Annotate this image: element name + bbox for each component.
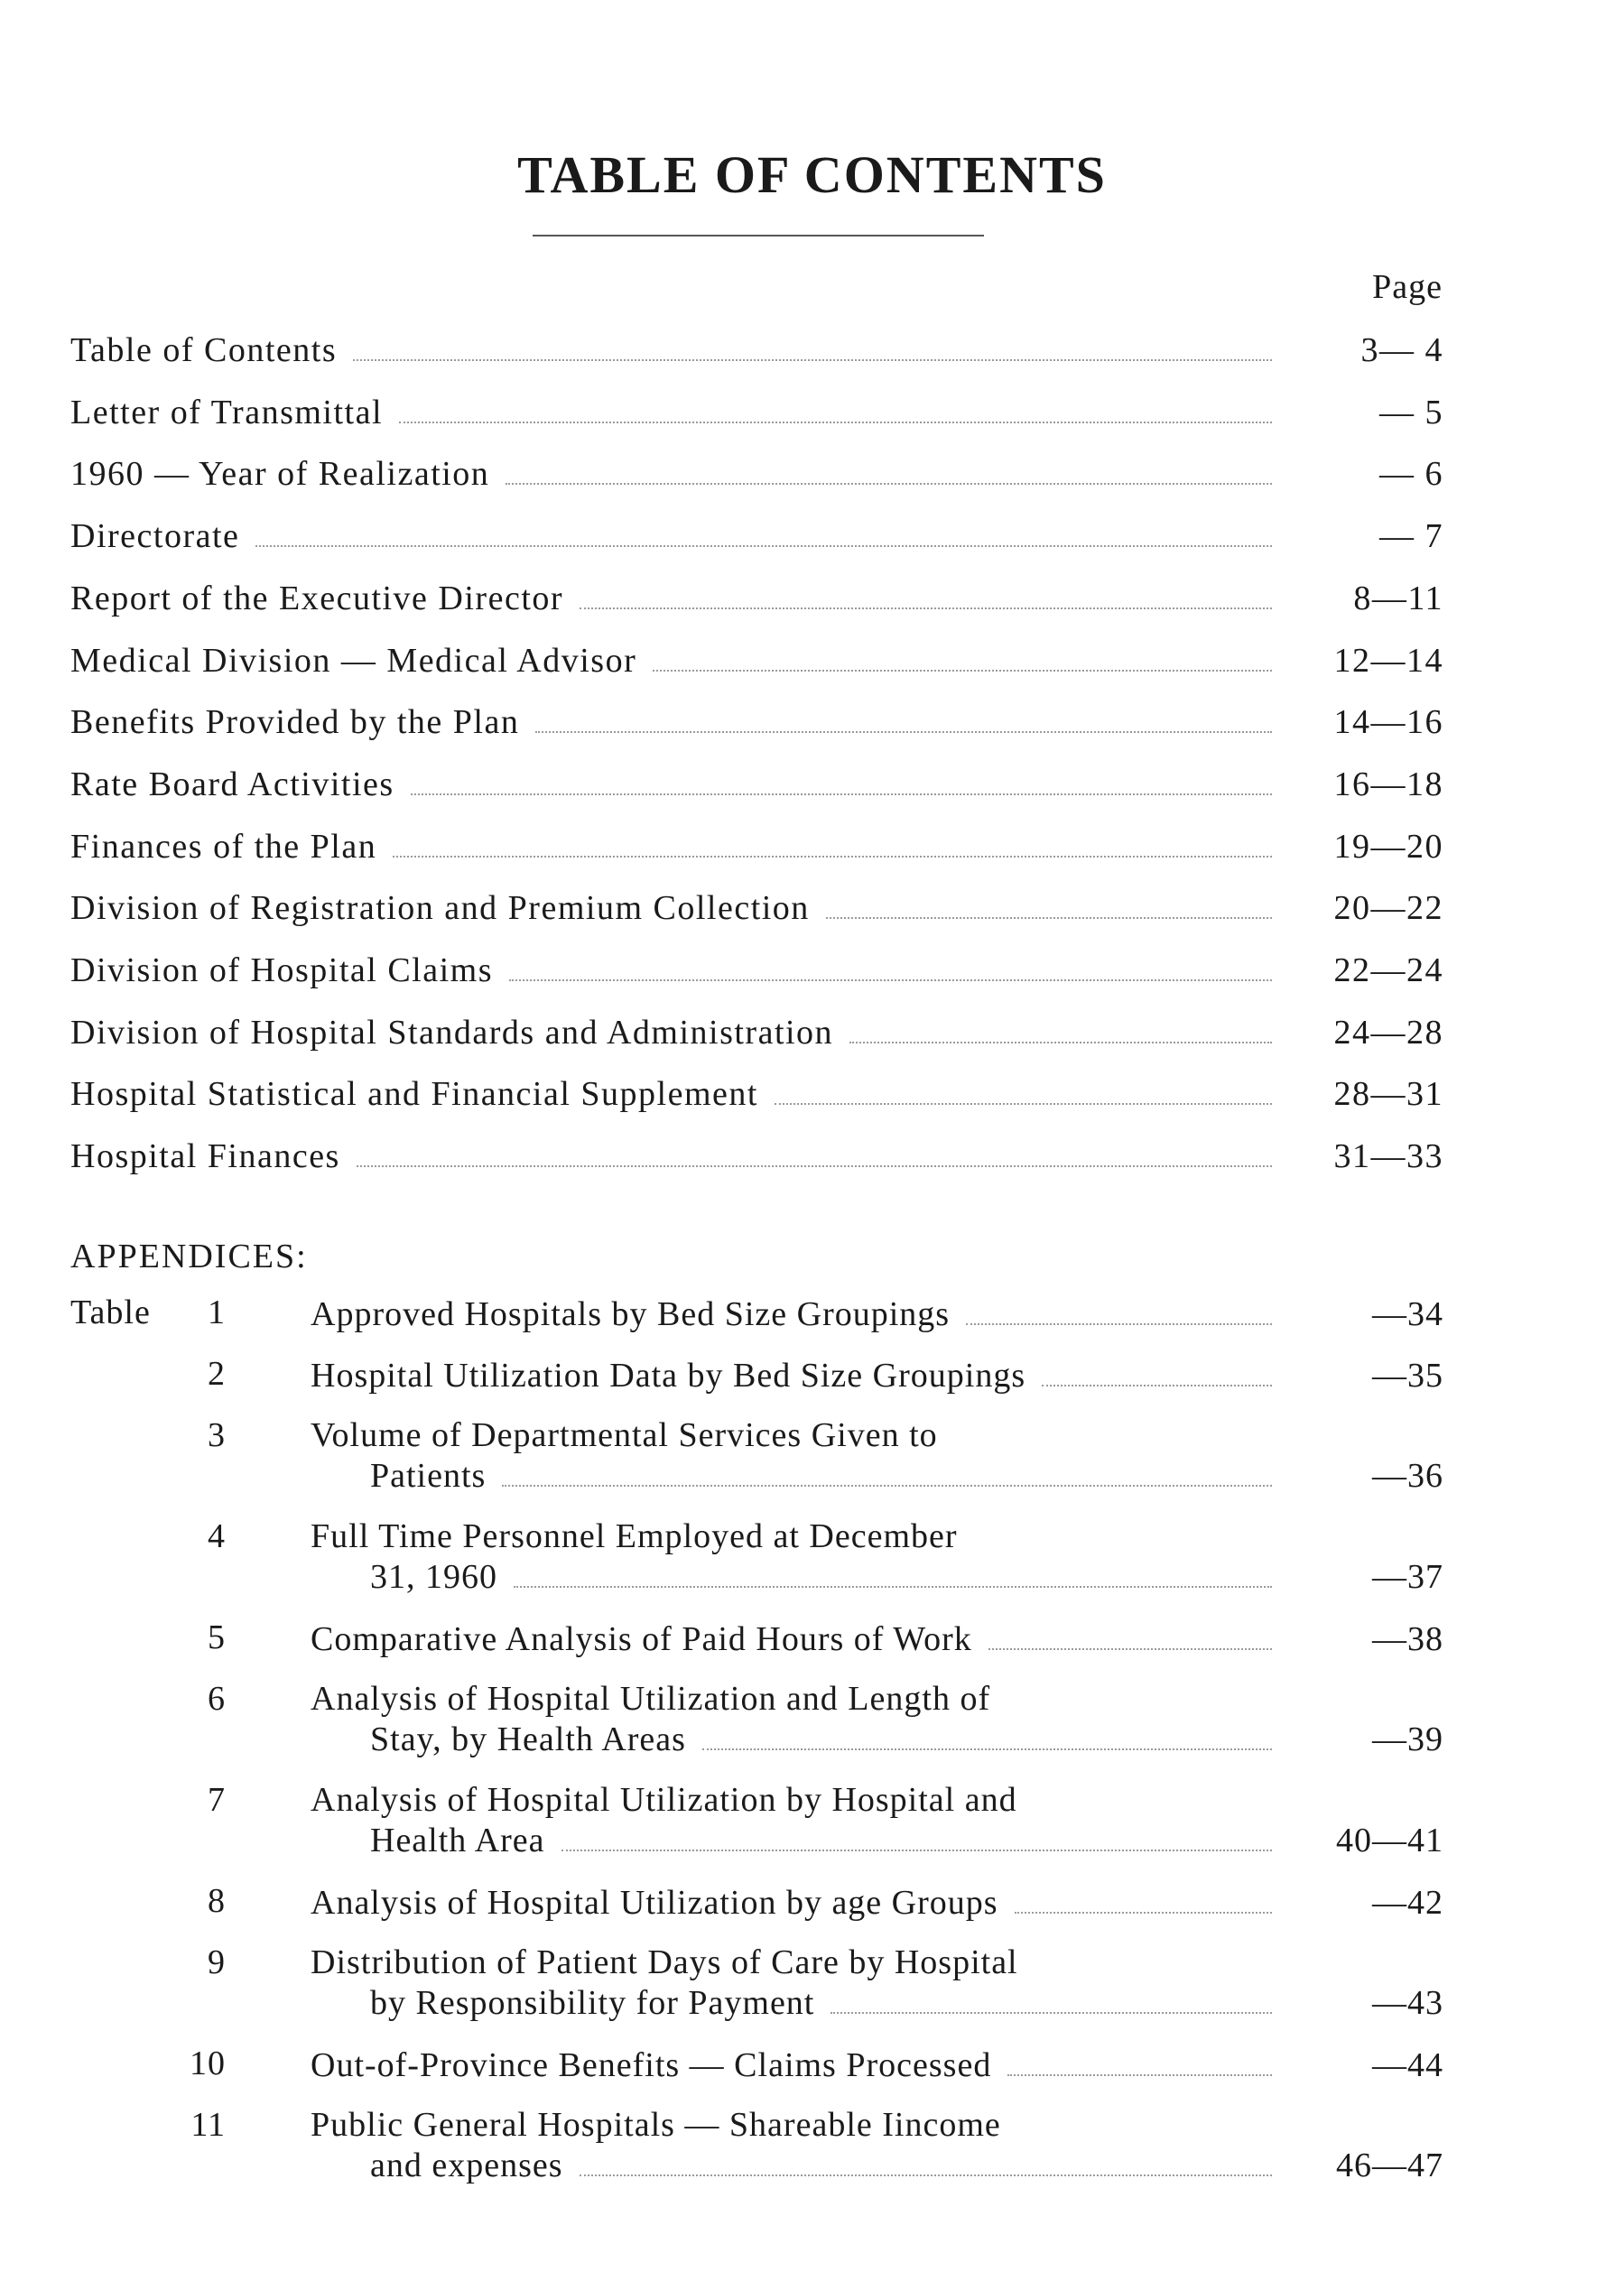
toc-entry (70, 573, 1443, 618)
appendix-table-number: 9 (208, 1943, 226, 1981)
dot-leader (1007, 2074, 1272, 2076)
appendix-page: —39 (1372, 1720, 1443, 1758)
appendix-title-line: by Responsibility for Payment (370, 1984, 815, 2022)
toc-entry-page: 20—22 (1333, 889, 1443, 928)
appendix-page: —43 (1372, 1984, 1443, 2022)
appendix-table-number: 4 (208, 1517, 226, 1555)
dot-leader (399, 422, 1272, 423)
toc-entry-page: 12—14 (1333, 641, 1443, 680)
dot-leader (353, 359, 1272, 361)
toc-entry-page: 3— 4 (1360, 331, 1443, 369)
appendix-page: 40—41 (1336, 1822, 1443, 1859)
appendix-table-number: 8 (208, 1882, 226, 1920)
toc-entry (70, 635, 1443, 681)
toc-entry (70, 821, 1443, 867)
title-rule (533, 235, 984, 236)
toc-entry-label: Hospital Finances (70, 1137, 340, 1176)
toc-entry-label: 1960 — Year of Realization (70, 455, 490, 494)
appendix-title-line: 31, 1960 (370, 1558, 497, 1596)
appendix-table-number: 2 (208, 1355, 226, 1393)
appendix-page: —44 (1372, 2046, 1443, 2084)
dot-leader (535, 731, 1272, 733)
dot-leader (702, 1748, 1272, 1750)
toc-entry (70, 697, 1443, 742)
toc-entry-label: Division of Hospital Claims (70, 951, 493, 989)
appendix-title-line: Public General Hospitals — Shareable Iincome (311, 2106, 1001, 2144)
dot-leader (849, 1042, 1272, 1043)
page-title: TABLE OF CONTENTS (517, 145, 1107, 204)
toc-entry-label: Report of the Executive Director (70, 579, 564, 617)
dot-leader (393, 856, 1272, 858)
appendix-title-line: Full Time Personnel Employed at December (311, 1517, 958, 1555)
appendix-last-line (370, 1714, 1443, 1759)
appendix-title-line: Distribution of Patient Days of Care by Hospital (311, 1943, 1018, 1981)
toc-entry (70, 387, 1443, 432)
dot-leader (411, 793, 1272, 795)
toc-entry-page: — 5 (1379, 393, 1443, 431)
toc-entry-label: Directorate (70, 517, 240, 556)
dot-leader (514, 1586, 1272, 1588)
appendix-table-number: 1 (208, 1293, 226, 1331)
dot-leader (502, 1485, 1272, 1487)
appendix-page: —37 (1372, 1558, 1443, 1596)
dot-leader (580, 607, 1272, 609)
toc-entry-page: 14—16 (1333, 703, 1443, 742)
appendix-page: —36 (1372, 1457, 1443, 1495)
appendix-table-number: 10 (190, 2045, 226, 2082)
toc-entry (70, 883, 1443, 928)
appendix-title-line: Comparative Analysis of Paid Hours of Work (311, 1620, 972, 1658)
toc-entry-page: 8—11 (1353, 579, 1443, 617)
toc-entry-page: 28—31 (1333, 1075, 1443, 1114)
appendix-title-line: Stay, by Health Areas (370, 1720, 686, 1758)
toc-entry (70, 1131, 1443, 1176)
appendix-title-line: Approved Hospitals by Bed Size Groupings (311, 1295, 951, 1333)
toc-entry-label: Table of Contents (70, 331, 338, 369)
appendix-table-number: 6 (208, 1680, 226, 1718)
dot-leader (653, 670, 1272, 672)
toc-entry-label: Benefits Provided by the Plan (70, 703, 520, 742)
toc-entry-page: 31—33 (1333, 1137, 1443, 1176)
appendix-last-line (311, 1878, 1443, 1923)
appendix-page: —35 (1372, 1357, 1443, 1395)
dot-leader (775, 1103, 1272, 1105)
appendix-title-line: Hospital Utilization Data by Bed Size Groupings (311, 1357, 1026, 1395)
dot-leader (357, 1165, 1272, 1167)
appendix-last-line (311, 2040, 1443, 2085)
page-column-heading: Page (1372, 268, 1443, 306)
dot-leader (966, 1323, 1272, 1325)
toc-entry-label: Rate Board Activities (70, 765, 394, 803)
toc-entry-page: 22—24 (1333, 951, 1443, 989)
toc-entry-label: Letter of Transmittal (70, 393, 384, 431)
appendix-last-line (370, 1552, 1443, 1597)
appendix-table-number: 3 (208, 1416, 226, 1454)
toc-entry-label: Medical Division — Medical Advisor (70, 641, 637, 680)
appendix-last-line (370, 2140, 1443, 2185)
dot-leader (831, 2012, 1272, 2014)
dot-leader (826, 917, 1272, 919)
dot-leader (988, 1648, 1272, 1650)
toc-entry (70, 325, 1443, 370)
appendix-table-number: 11 (190, 2106, 226, 2144)
appendix-page: —34 (1372, 1295, 1443, 1333)
toc-entry-page: — 6 (1379, 455, 1443, 494)
toc-entry (70, 1069, 1443, 1114)
appendix-page: 46—47 (1336, 2147, 1443, 2184)
appendix-title-line: Analysis of Hospital Utilization by age Groups (311, 1884, 998, 1922)
appendix-page: —38 (1372, 1620, 1443, 1658)
appendix-page: —42 (1372, 1884, 1443, 1922)
dot-leader (561, 1850, 1272, 1851)
toc-entry-page: 24—28 (1333, 1013, 1443, 1052)
toc-entry-label: Division of Registration and Premium Collection (70, 889, 810, 928)
toc-entry-page: 16—18 (1333, 765, 1443, 803)
appendix-title-line: Out-of-Province Benefits — Claims Processed (311, 2046, 992, 2084)
toc-entry-label: Finances of the Plan (70, 827, 377, 866)
appendix-title-line: Patients (370, 1457, 487, 1495)
toc-entry-page: 19—20 (1333, 827, 1443, 866)
appendix-title-line: Health Area (370, 1822, 545, 1859)
dot-leader (580, 2174, 1272, 2176)
appendix-table-number: 5 (208, 1618, 226, 1656)
appendix-title-line: and expenses (370, 2147, 563, 2184)
dot-leader (509, 979, 1272, 981)
appendix-last-line (370, 1815, 1443, 1860)
toc-entry (70, 759, 1443, 804)
appendix-last-line (311, 1289, 1443, 1334)
toc-entry (70, 449, 1443, 494)
table-column-label: Table (70, 1293, 151, 1331)
appendix-title-line: Volume of Departmental Services Given to (311, 1416, 938, 1454)
appendix-title-line: Analysis of Hospital Utilization by Hospital and (311, 1781, 1017, 1819)
appendix-last-line (311, 1350, 1443, 1395)
toc-entry-page: — 7 (1379, 517, 1443, 556)
toc-entry-label: Division of Hospital Standards and Administration (70, 1013, 834, 1052)
appendix-last-line (370, 1978, 1443, 2023)
appendix-last-line (311, 1614, 1443, 1659)
appendix-last-line (370, 1451, 1443, 1496)
toc-entry (70, 1007, 1443, 1052)
appendix-title-line: Analysis of Hospital Utilization and Length of (311, 1680, 991, 1718)
dot-leader (506, 483, 1272, 485)
appendix-table-number: 7 (208, 1781, 226, 1819)
toc-entry (70, 511, 1443, 556)
dot-leader (255, 545, 1272, 547)
dot-leader (1015, 1912, 1272, 1914)
dot-leader (1042, 1385, 1272, 1386)
toc-entry-label: Hospital Statistical and Financial Supplement (70, 1075, 758, 1114)
appendices-heading: APPENDICES: (70, 1238, 308, 1275)
toc-entry (70, 945, 1443, 990)
